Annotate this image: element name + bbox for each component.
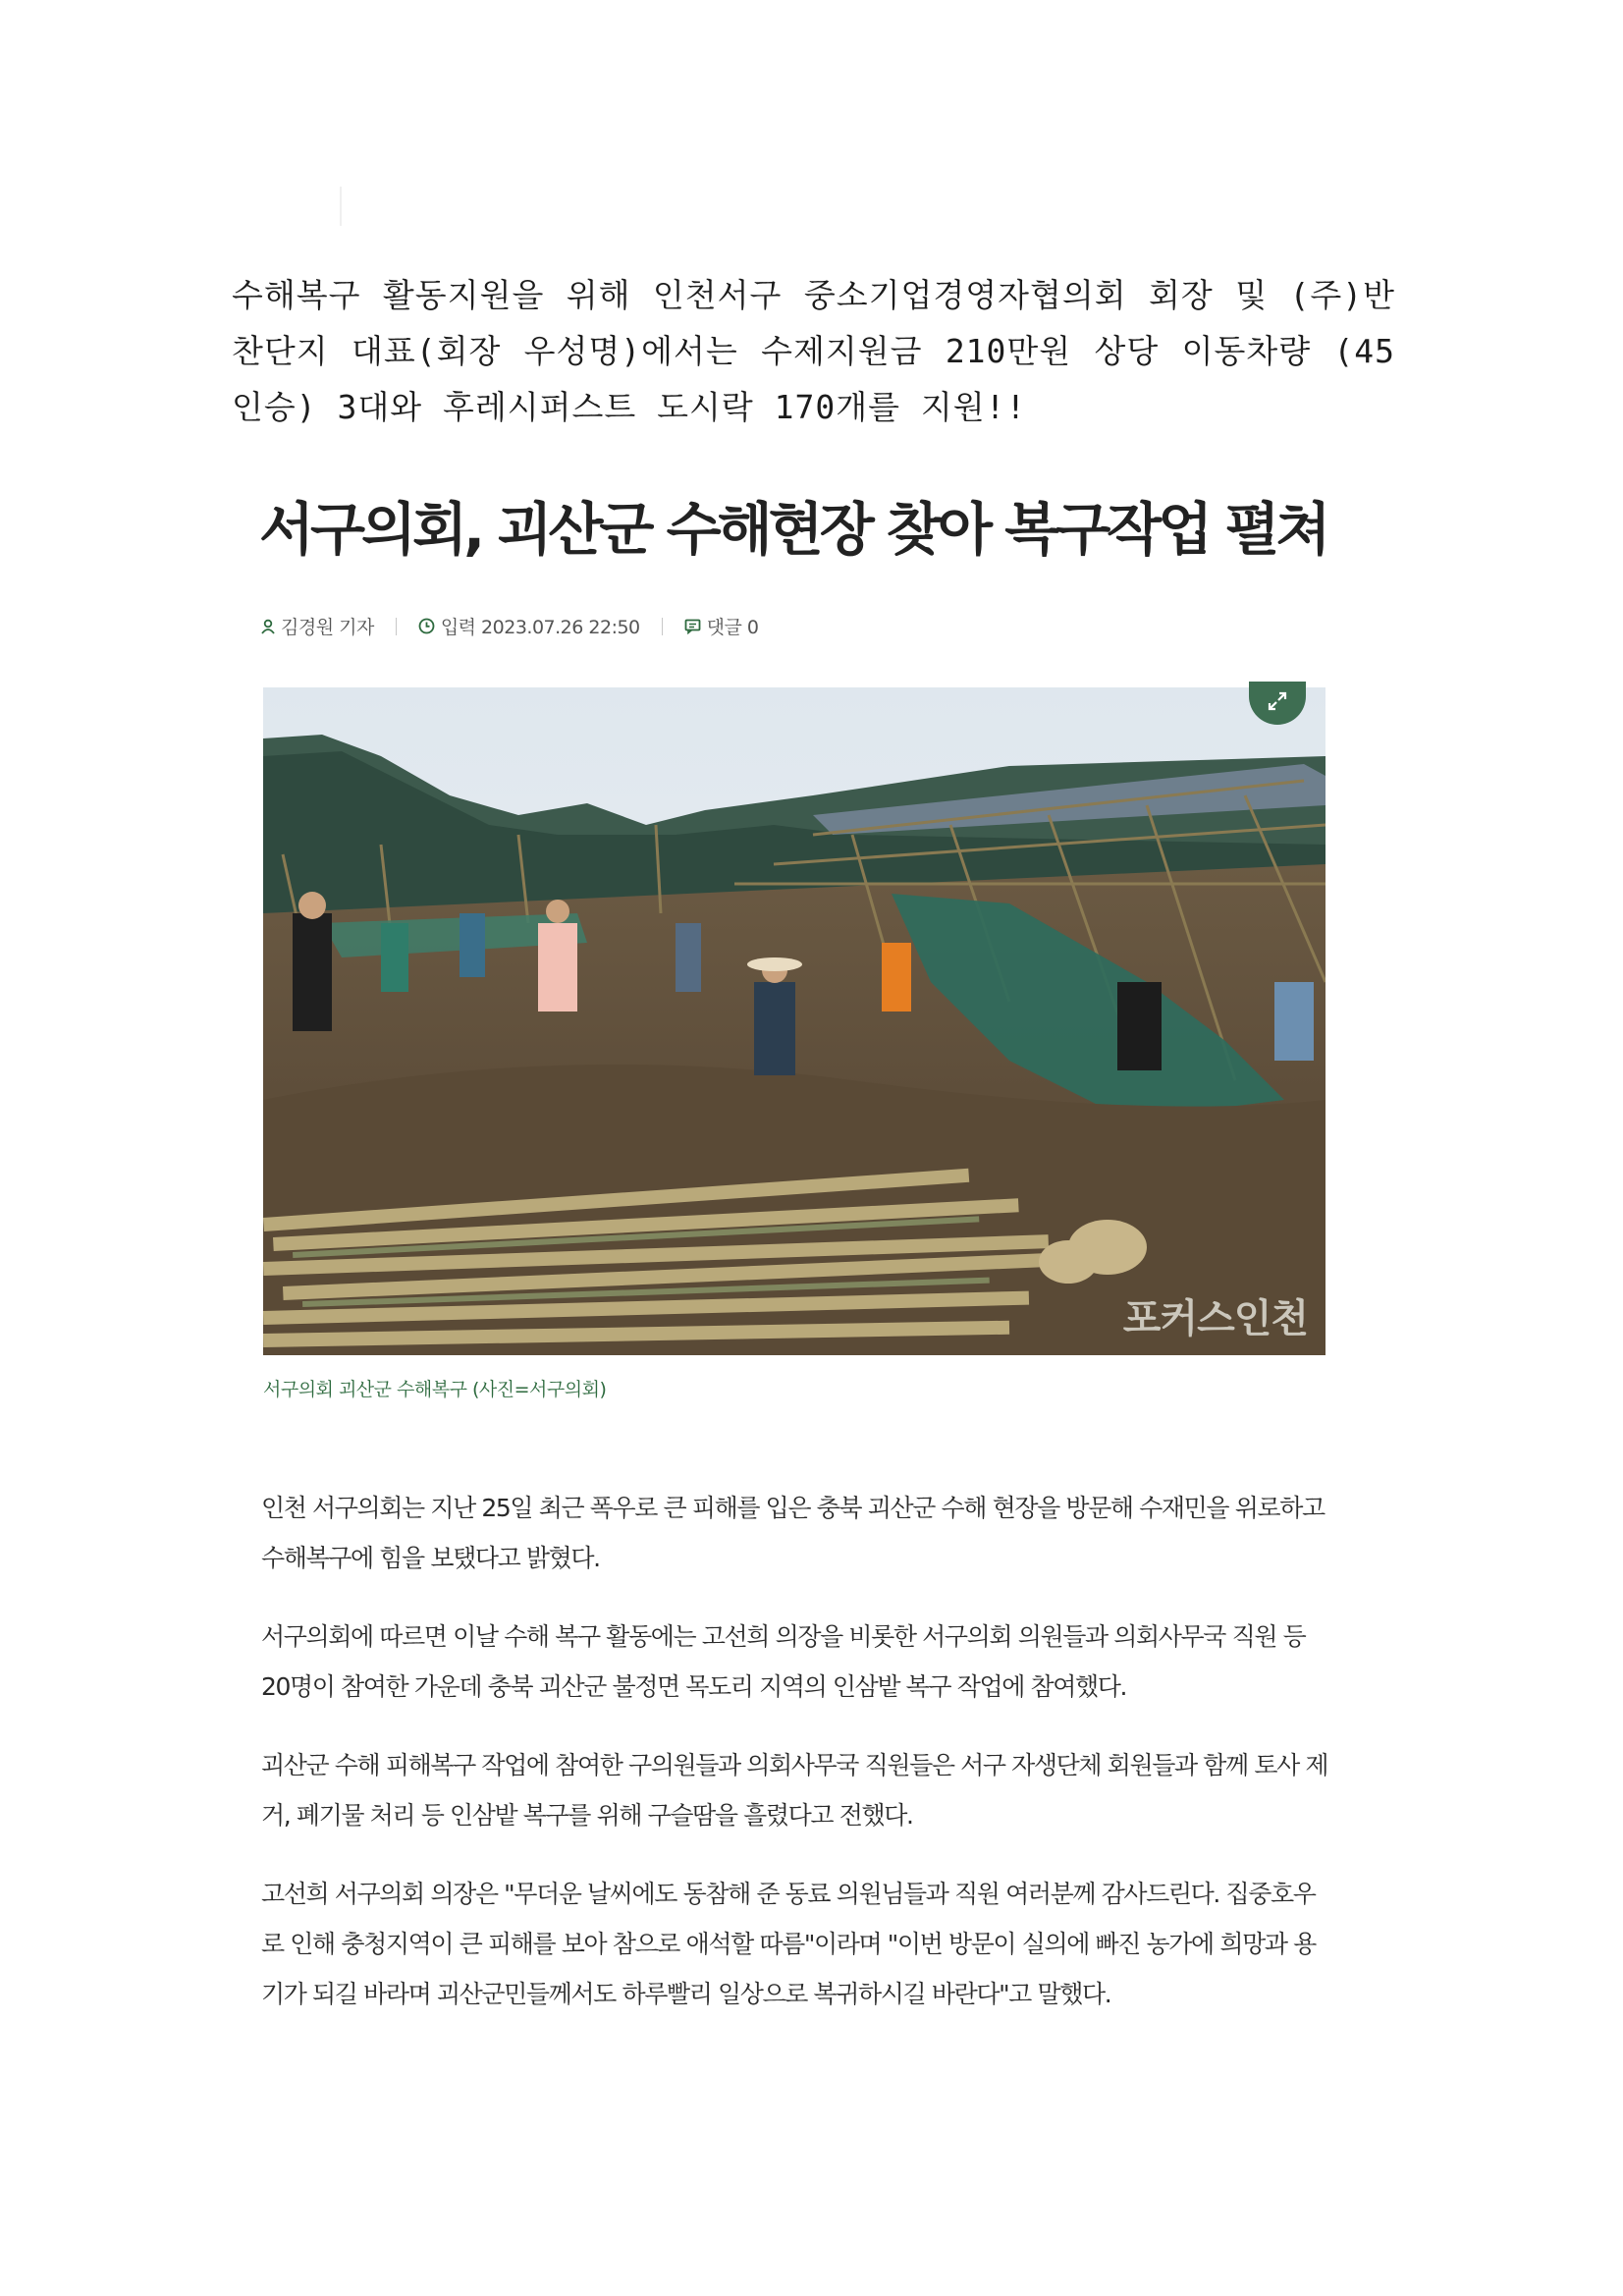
intro-notice (232, 267, 1395, 435)
article-meta (261, 613, 759, 639)
article-headline: 서구의회, 괴산군 수해현장 찾아 복구작업 펼쳐 (259, 496, 1327, 563)
photo-caption: 서구의회 괴산군 수해복구 (사진=서구의회) (263, 1379, 607, 1400)
divider (396, 618, 397, 635)
article-paragraph: 인천 서구의회는 지난 25일 최근 폭우로 큰 피해를 입은 충북 괴산군 수해 현장을 방문해 수재민을 위로하고 수해복구에 힘을 보탰다고 밝혔다. (261, 1494, 1325, 1572)
article-paragraph: 고선희 서구의회 의장은 "무더운 날씨에도 동참해 준 동료 의원님들과 직원 여러분께 감사드린다. 집중호우로 인해 충청지역이 큰 피해를 보아 참으로 애석할 따름"이라며 "이번 방문이 실의에 빠진 농가에 희망과 용기가 되길 바라며 괴산군민들께서도 하루빨리 일상으로 복귀하시길 바란다"고 말했다. (261, 1880, 1316, 2008)
author-name: 김경원 기자 (281, 617, 374, 638)
scan-artifact (340, 187, 342, 226)
author-info[interactable] (261, 613, 374, 639)
comments-link[interactable] (684, 613, 759, 639)
publish-date: 입력 2023.07.26 22:50 (440, 617, 640, 638)
date-info (418, 613, 640, 639)
comment-icon (684, 619, 701, 634)
divider (662, 618, 663, 635)
intro-text: 수해복구 활동지원을 위해 인천서구 중소기업경영자협의회 회장 및 (주)반찬단지 대표(회장 우성명)에서는 수제지원금 210만원 상당 이동차량 (45인승) 3대와 후레시퍼스트 도시락 170개를 지원!! (232, 276, 1395, 426)
article-paragraph: 서구의회에 따르면 이날 수해 복구 활동에는 고선희 의장을 비롯한 서구의회 의원들과 의회사무국 직원 등 20명이 참여한 가운데 충북 괴산군 불정면 목도리 지역의 인삼밭 복구 작업에 참여했다. (261, 1622, 1306, 1701)
article-photo-figure (263, 687, 1325, 1355)
article-photo[interactable] (263, 687, 1325, 1355)
clock-icon (418, 618, 435, 634)
person-icon (261, 619, 275, 634)
photo-watermark: 포커스인천 (1122, 1296, 1308, 1341)
expand-arrows-icon (1266, 689, 1289, 717)
article-paragraph: 괴산군 수해 피해복구 작업에 참여한 구의원들과 의회사무국 직원들은 서구 자생단체 회원들과 함께 토사 제거, 폐기물 처리 등 인삼밭 복구를 위해 구슬땀을 흘렸다고 전했다. (261, 1751, 1328, 1830)
article-body (261, 1483, 1336, 2048)
comment-count: 댓글 0 (706, 617, 759, 638)
